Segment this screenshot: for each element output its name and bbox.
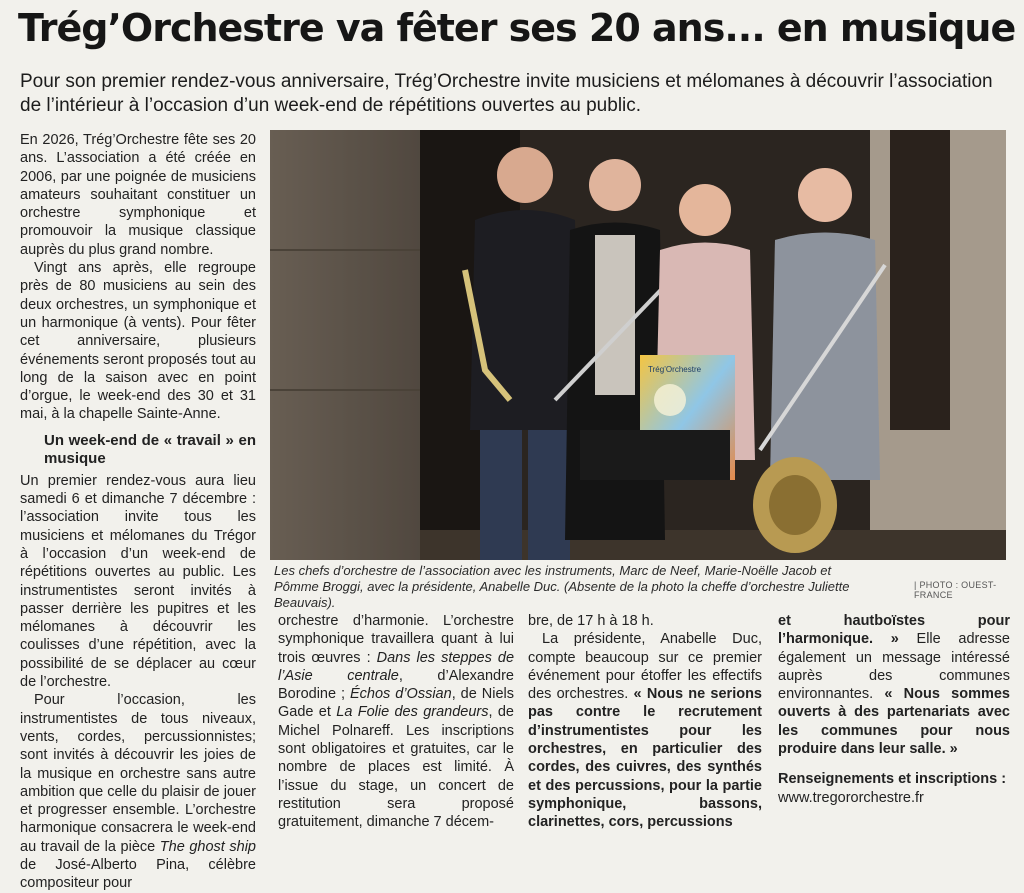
text: , d’Alexandre Borodine ; bbox=[278, 667, 514, 703]
subheading: Un week-end de « travail » en musique bbox=[44, 431, 256, 467]
text: , de Niels Gade et bbox=[278, 686, 514, 721]
text: Elle adresse également un message intéressé auprès des communes environnantes. bbox=[778, 631, 1010, 703]
info-label: Renseignements et inscriptions : bbox=[778, 771, 1007, 788]
paragraph bbox=[778, 612, 1010, 758]
column-4 bbox=[778, 612, 1010, 807]
text: , de Michel Polnareff. Les inscriptions sont obligatoires et gratuites, car le nombre de places est limité. À l’issue du stage, un concert de restitution sera proposé gratuitement, dimanche 7 décem- bbox=[278, 704, 514, 831]
work-title: The ghost ship bbox=[159, 838, 256, 855]
paragraph: En 2026, Trég’Orchestre fête ses 20 ans. L’association a été créée en 2006, par une poignée de musiciens amateurs souhaitant constituer un orchestre symphonique et promouvoir la musique classique auprès du plus grand nombre. bbox=[20, 132, 256, 258]
paragraph: Un premier rendez-vous aura lieu samedi 6 et dimanche 7 décembre : l’association invite tous les musiciens et mélomanes du Trégor à l’occasion d’un week-end de répétitions ouvertes au public. Les instrumentistes seront invités à passer derrière les pupitres et les mélomanes à découvrir les coulisses d’une répétition, avec la possibilité de se déplacer au cœur de l’orchestre. bbox=[20, 472, 256, 691]
column-1 bbox=[20, 131, 256, 893]
article-photo bbox=[270, 130, 1006, 560]
text: La présidente, Anabelle Duc, compte beaucoup sur ce premier événement pour étoffer les effectifs des orchestres. bbox=[528, 631, 762, 703]
paragraph bbox=[20, 691, 256, 892]
headline: Trég’Orchestre va fêter ses 20 ans... en musique bbox=[18, 6, 1016, 50]
info-url[interactable]: www.tregororchestre.fr bbox=[778, 789, 924, 806]
quote: et hautboïstes pour l’harmonique. » bbox=[778, 613, 1010, 648]
poster-title: Trég’Orchestre bbox=[648, 365, 702, 374]
paragraph: Vingt ans après, elle regroupe près de 80 musiciens au sein des deux orchestres, un symphonique et un harmonique (à vents). Pour fêter cet anniversaire, plusieurs événements seront proposés tout au long de la saison avec en point d’orgue, le week-end des 30 et 31 mai, à la chapelle Sainte-Anne. bbox=[20, 260, 256, 423]
lede: Pour son premier rendez-vous anniversaire, Trég’Orchestre invite musiciens et mélomanes à découvrir l’association de l’intérieur à l’occasion d’un week-end de répétitions ouvertes au public. bbox=[20, 71, 993, 116]
paragraph bbox=[278, 612, 514, 832]
column-2 bbox=[278, 612, 514, 832]
quote: « Nous sommes ouverts à des partenariats avec les communes pour nous produire dans leur salle. » bbox=[778, 686, 1010, 758]
work-title: La Folie des grandeurs bbox=[336, 704, 489, 721]
quote: « Nous ne serions pas contre le recrutement d’instrumentistes pour les orchestres, en particulier des cordes, des cuivres, des synthés et des percussions, pour la partie symphonique, bassons, clarinettes, cors, percussions bbox=[528, 686, 762, 831]
work-title: Dans les steppes de l’Asie centrale bbox=[278, 649, 515, 684]
photo-credit: | PHOTO : OUEST-FRANCE bbox=[914, 580, 997, 600]
text: Pour l’occasion, les instrumentistes de tous niveaux, vents, cordes, percussionnistes; sont invités à découvrir les joies de la musique en orchestre sans autre ambition que celle du plaisir de jouer et progresser ensemble. L’orchestre harmonique consacrera le week-end au travail de la pièce bbox=[20, 692, 256, 855]
text: de José-Alberto Pina, célèbre compositeur pour bbox=[20, 856, 256, 892]
work-title: Échos d’Ossian bbox=[350, 686, 452, 703]
photo-caption: Les chefs d’orchestre de l’association avec les instruments, Marc de Neef, Marie-Noëlle Jacob et Pômme Broggi, avec la présidente, Anabelle Duc. (Absente de la photo la cheffe d’orchestre Juliette Beauvais). bbox=[274, 563, 850, 610]
text: orchestre d’harmonie. L’orchestre symphonique travaillera quant à lui trois œuvres : bbox=[278, 613, 514, 666]
photo-illustration bbox=[270, 130, 1006, 560]
paragraph bbox=[528, 630, 762, 831]
paragraph: bre, de 17 h à 18 h. bbox=[528, 613, 654, 629]
column-3 bbox=[528, 612, 762, 832]
